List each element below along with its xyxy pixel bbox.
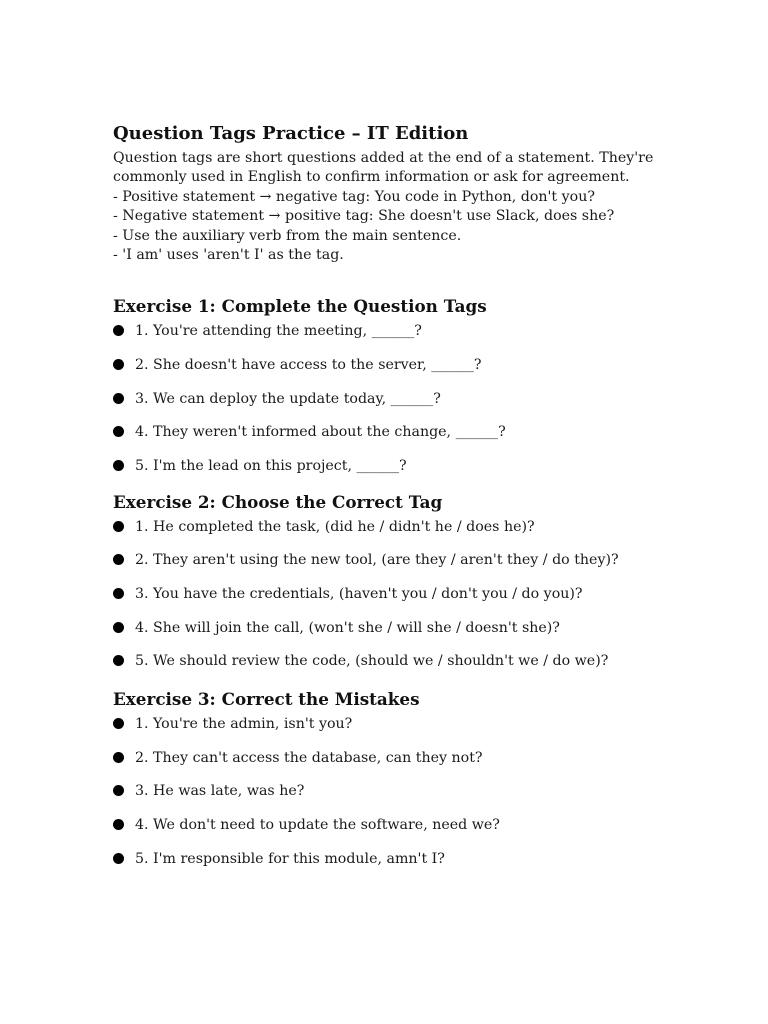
- intro-line: commonly used in English to confirm information or ask for agreement.: [113, 169, 630, 186]
- intro-line: - Negative statement → positive tag: She doesn't use Slack, does she?: [113, 208, 615, 225]
- list-item-text: 1. You're attending the meeting, ______?: [135, 323, 422, 340]
- exercise-2-list: [113, 517, 713, 675]
- document-title: Question Tags Practice – IT Edition: [113, 123, 469, 144]
- bullet-icon: [113, 460, 124, 471]
- bullet-icon: [113, 393, 124, 404]
- list-item-text: 4. She will join the call, (won't she / will she / doesn't she)?: [135, 619, 560, 636]
- list-item: [113, 714, 713, 748]
- list-item-text: 4. We don't need to update the software, need we?: [135, 816, 500, 833]
- list-item: [113, 550, 713, 584]
- intro-line: - Positive statement → negative tag: You code in Python, don't you?: [113, 188, 595, 205]
- list-item-text: 3. We can deploy the update today, ______?: [135, 390, 441, 407]
- intro-line: - Use the auxiliary verb from the main sentence.: [113, 227, 462, 244]
- intro-line: Question tags are short questions added at the end of a statement. They're: [113, 150, 654, 166]
- list-item-text: 5. I'm the lead on this project, ______?: [135, 457, 407, 474]
- list-item-text: 2. She doesn't have access to the server, ______?: [135, 357, 482, 374]
- list-item-text: 3. He was late, was he?: [135, 783, 305, 800]
- bullet-icon: [113, 655, 124, 666]
- list-item-text: 4. They weren't informed about the change, ______?: [135, 424, 506, 441]
- intro-line: - 'I am' uses 'aren't I' as the tag.: [113, 247, 344, 264]
- list-item: [113, 815, 713, 849]
- exercise-3-title: Exercise 3: Correct the Mistakes: [113, 689, 420, 710]
- bullet-icon: [113, 588, 124, 599]
- bullet-icon: [113, 554, 124, 565]
- list-item: [113, 456, 713, 480]
- list-item: [113, 422, 713, 456]
- list-item: [113, 849, 713, 873]
- list-item-text: 1. He completed the task, (did he / didn't he / does he)?: [135, 518, 535, 535]
- list-item: [113, 517, 713, 551]
- list-item: [113, 651, 713, 675]
- list-item-text: 2. They aren't using the new tool, (are they / aren't they / do they)?: [135, 552, 619, 569]
- exercise-1-list: [113, 321, 713, 479]
- list-item-text: 5. We should review the code, (should we / shouldn't we / do we)?: [135, 653, 609, 670]
- bullet-icon: [113, 853, 124, 864]
- bullet-icon: [113, 359, 124, 370]
- bullet-icon: [113, 325, 124, 336]
- exercise-1-title: Exercise 1: Complete the Question Tags: [113, 296, 487, 317]
- document-page: [113, 122, 713, 873]
- bullet-icon: [113, 752, 124, 763]
- list-item: [113, 355, 713, 389]
- list-item-text: 3. You have the credentials, (haven't you / don't you / do you)?: [135, 586, 583, 602]
- exercise-2-section: [113, 491, 713, 675]
- list-item: [113, 781, 713, 815]
- list-item: [113, 584, 713, 618]
- list-item-text: 5. I'm responsible for this module, amn't I?: [135, 850, 445, 867]
- exercise-3-list: [113, 714, 713, 872]
- exercise-2-title: Exercise 2: Choose the Correct Tag: [113, 491, 443, 512]
- bullet-icon: [113, 819, 124, 830]
- list-item: [113, 618, 713, 652]
- list-item: [113, 389, 713, 423]
- bullet-icon: [113, 521, 124, 532]
- exercise-3-section: [113, 688, 713, 872]
- bullet-icon: [113, 718, 124, 729]
- bullet-icon: [113, 785, 124, 796]
- list-item: [113, 321, 713, 355]
- bullet-icon: [113, 622, 124, 633]
- list-item-text: 2. They can't access the database, can they not?: [135, 749, 483, 766]
- bullet-icon: [113, 426, 124, 437]
- intro-paragraph: [113, 149, 713, 265]
- list-item-text: 1. You're the admin, isn't you?: [135, 716, 353, 733]
- list-item: [113, 748, 713, 782]
- exercise-1-section: [113, 295, 713, 479]
